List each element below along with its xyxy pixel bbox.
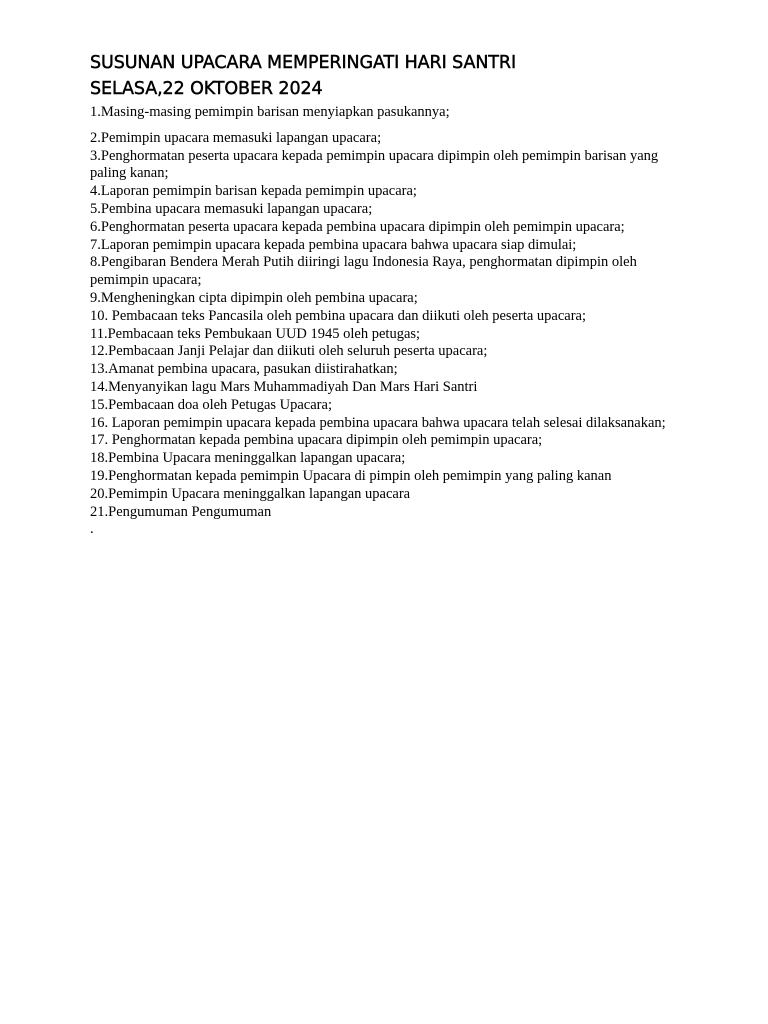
title-line-2: SELASA,22 OKTOBER 2024	[90, 79, 323, 99]
list-item: 9.Mengheningkan cipta dipimpin oleh pembina upacara;	[90, 289, 418, 306]
list-item: 16. Laporan pemimpin upacara kepada pembina upacara bahwa upacara telah selesai dilaksanakan;	[90, 414, 666, 431]
list-item: 1.Masing-masing pemimpin barisan menyiapkan pasukannya;	[90, 104, 450, 120]
list-item: 18.Pembina Upacara meninggalkan lapangan upacara;	[90, 450, 406, 467]
trailing-mark: .	[90, 521, 94, 538]
ceremony-agenda-list	[90, 104, 690, 521]
list-item: 17. Penghormatan kepada pembina upacara dipimpin oleh pemimpin upacara;	[90, 432, 543, 449]
list-item: 6.Penghormatan peserta upacara kepada pembina upacara dipimpin oleh pemimpin upacara;	[90, 218, 625, 235]
list-item: 2.Pemimpin upacara memasuki lapangan upacara;	[90, 129, 382, 146]
list-item: 4.Laporan pemimpin barisan kepada pemimpin upacara;	[90, 183, 417, 200]
list-item: 12.Pembacaan Janji Pelajar dan diikuti oleh seluruh peserta upacara;	[90, 343, 488, 360]
list-item: 15.Pembacaan doa oleh Petugas Upacara;	[90, 396, 332, 413]
document-body	[90, 50, 690, 539]
list-item: 10. Pembacaan teks Pancasila oleh pembina upacara dan diikuti oleh peserta upacara;	[90, 307, 587, 324]
list-item: 20.Pemimpin Upacara meninggalkan lapangan upacara	[90, 485, 411, 502]
list-item: 3.Penghormatan peserta upacara kepada pemimpin upacara dipimpin oleh pemimpin barisan yang paling kanan;	[90, 147, 659, 182]
title-line-1: SUSUNAN UPACARA MEMPERINGATI HARI SANTRI	[90, 53, 517, 73]
list-item: 14.Menyanyikan lagu Mars Muhammadiyah Dan Mars Hari Santri	[90, 378, 478, 395]
list-item: 8.Pengibaran Bendera Merah Putih diiringi lagu Indonesia Raya, penghormatan dipimpin oleh pemimpin upacara;	[90, 254, 637, 289]
list-item: 21.Pengumuman Pengumuman	[90, 503, 272, 520]
list-item: 7.Laporan pemimpin upacara kepada pembina upacara bahwa upacara siap dimulai;	[90, 236, 577, 253]
list-item: 13.Amanat pembina upacara, pasukan diistirahatkan;	[90, 361, 398, 378]
list-item: 5.Pembina upacara memasuki lapangan upacara;	[90, 200, 373, 217]
list-item: 19.Penghormatan kepada pemimpin Upacara di pimpin oleh pemimpin yang paling kanan	[90, 467, 612, 484]
list-item: 11.Pembacaan teks Pembukaan UUD 1945 oleh petugas;	[90, 325, 421, 342]
document-title	[90, 50, 690, 102]
